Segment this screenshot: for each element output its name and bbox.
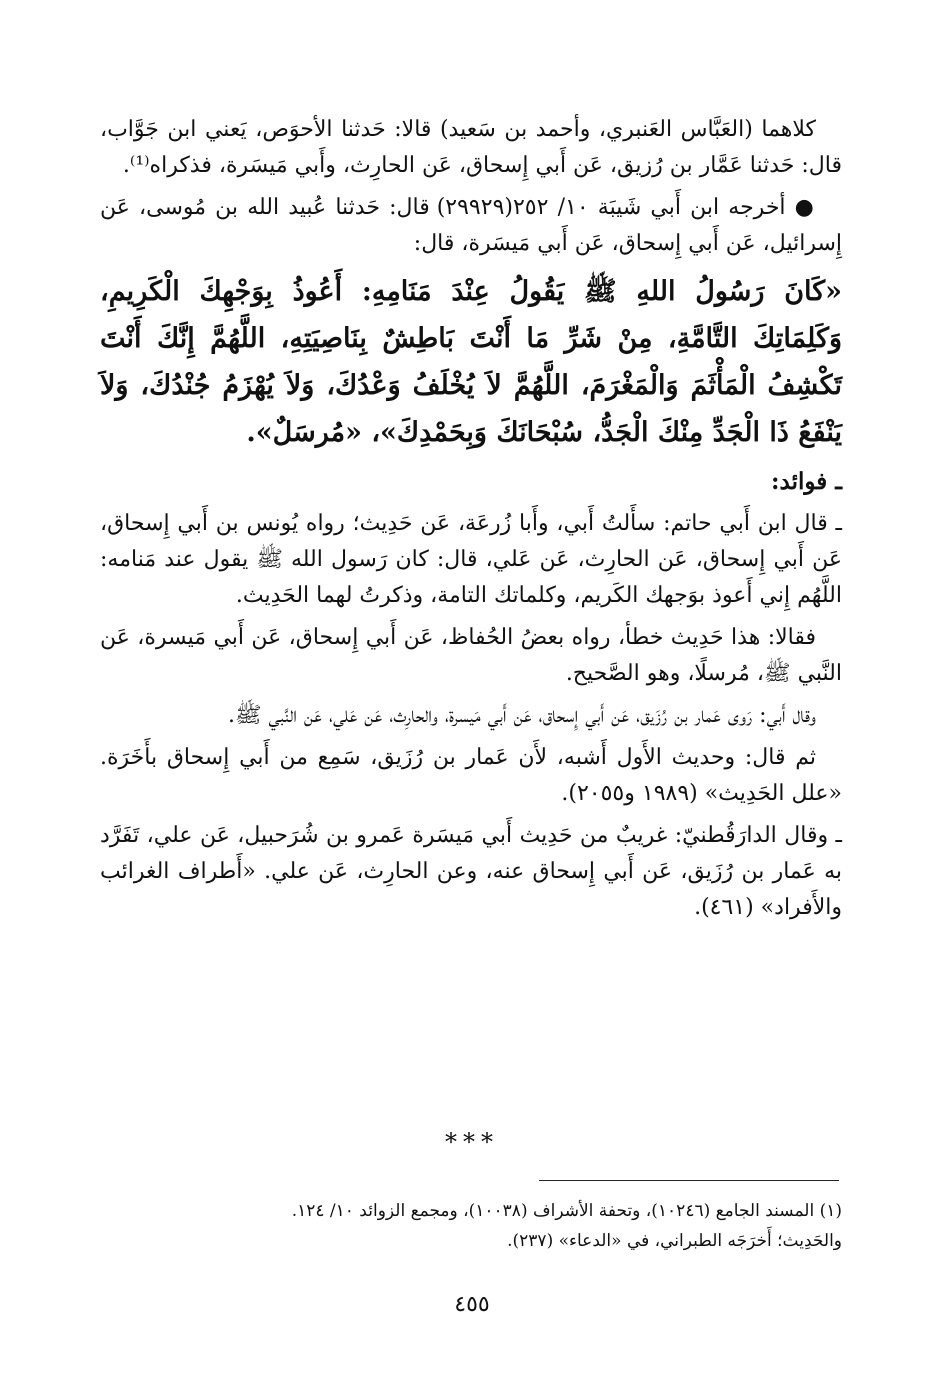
page-number: ٤٥٥	[454, 1292, 490, 1317]
footnotes	[100, 1196, 842, 1256]
footnote-divider	[539, 1180, 839, 1181]
hadith-text: «كَانَ رَسُولُ اللهِ ﷺ يَقُولُ عِنْدَ مَنَامِهِ: أَعُوذُ بِوَجْهِكَ الْكَرِيمِ، وَكَلِمَاتِكَ التَّامَّةِ، مِنْ شَرِّ مَا أَنْتَ بَاطِشٌ بِنَاصِيَتِهِ، اللَّهُمَّ إِنَّكَ أَنْتَ تَكْشِفُ الْمَأْثَمَ وَالْمَغْرَمَ، اللَّهُمَّ لاَ يُخْلَفُ وَعْدُكَ، وَلاَ يُهْزَمُ جُنْدُكَ، وَلاَ يَنْفَعُ ذَا الْجَدِّ مِنْكَ الْجَدُّ، سُبْحَانَكَ وَبِحَمْدِكَ»، «مُرسَلٌ».	[100, 276, 842, 448]
paragraph-conclusion: ثم قال: وحديث الأَول أَشبه، لأَن عَمار بن رُزَيق، سَمِع من أَبي إِسحاق بأَخَرَة. «علل الحَدِيث» (١٩٨٩ و٢٠٥٥).	[100, 745, 842, 806]
paragraph-isnad-1: كلاهما (العَبَّاس العَنبري، وأحمد بن سَعيد) قالا: حَدثنا الأحوَص، يَعني ابن جَوَّاب، قال: حَدثنا عَمَّار بن رُزيق، عَن أَبي إِسحاق، عَن الحارِث، وأَبي مَيسَرة، فذكراه⁽¹⁾.	[100, 117, 842, 178]
section-heading-fawaid: ـ فوائد:	[771, 468, 842, 495]
paragraph-takhrij: ● أخرجه ابن أَبي شَيبَة ١٠/ ٢٥٢(٢٩٩٢٩) قال: حَدثنا عُبيد الله بن مُوسى، عَن إِسرائيل، عَن أَبي إِسحاق، عَن أَبي مَيسَرة، قال:	[100, 195, 842, 256]
paragraph-daraqutni: ـ وقال الدارَقُطنيّ: غريبٌ من حَدِيث أَبي مَيسَرة عَمرو بن شُرَحبيل، عَن علي، تَفَرَّد به عَمار بن رُزَيق، عَن أَبي إِسحاق عنه، وعن الحارِث، عَن علي. «أَطراف الغرائب والأَفراد» (٤٦١).	[100, 823, 842, 920]
footnote-1: (١) المسند الجامع (١٠٢٤٦)، وتحفة الأشراف (١٠٠٣٨)، ومجمع الزوائد ١٠/ ١٢٤.	[291, 1201, 842, 1221]
paragraph-ibn-abi-hatim: ـ قال ابن أَبي حاتم: سأَلتُ أَبي، وأَبا زُرعَة، عَن حَدِيث؛ رواه يُونس بن أَبي إِسحاق، عَن أَبي إِسحاق، عَن الحارِث، عَن عَلي، قال: كان رَسول الله ﷺ يقول عند مَنامه: اللَّهُم إِني أَعوذ بوَجهك الكَريم، وكلماتك التامة، وذكرتُ لهما الحَدِيث.	[100, 511, 842, 608]
paragraph-abi-statement: وقال أَبي: رَوى عَمار بن رُزَيق، عَن أَبي إِسحاق، عَن أَبي مَيسرة، والحارِث، عَن عَلي، عَن النَّبي ﷺ.	[227, 703, 816, 728]
footnote-1-continued: والحَدِيث؛ أَخرَجَه الطبراني، في «الدعاء» (٢٣٧).	[507, 1231, 842, 1251]
page-body	[100, 112, 842, 932]
paragraph-reply: فقالا: هذا حَدِيث خطأ، رواه بعضُ الحُفاظ، عَن أَبي إِسحاق، عَن أَبي مَيسرة، عَن النَّبي ﷺ، مُرسلًا، وهو الصَّحيح.	[100, 625, 842, 686]
section-separator: ***	[445, 1128, 499, 1156]
